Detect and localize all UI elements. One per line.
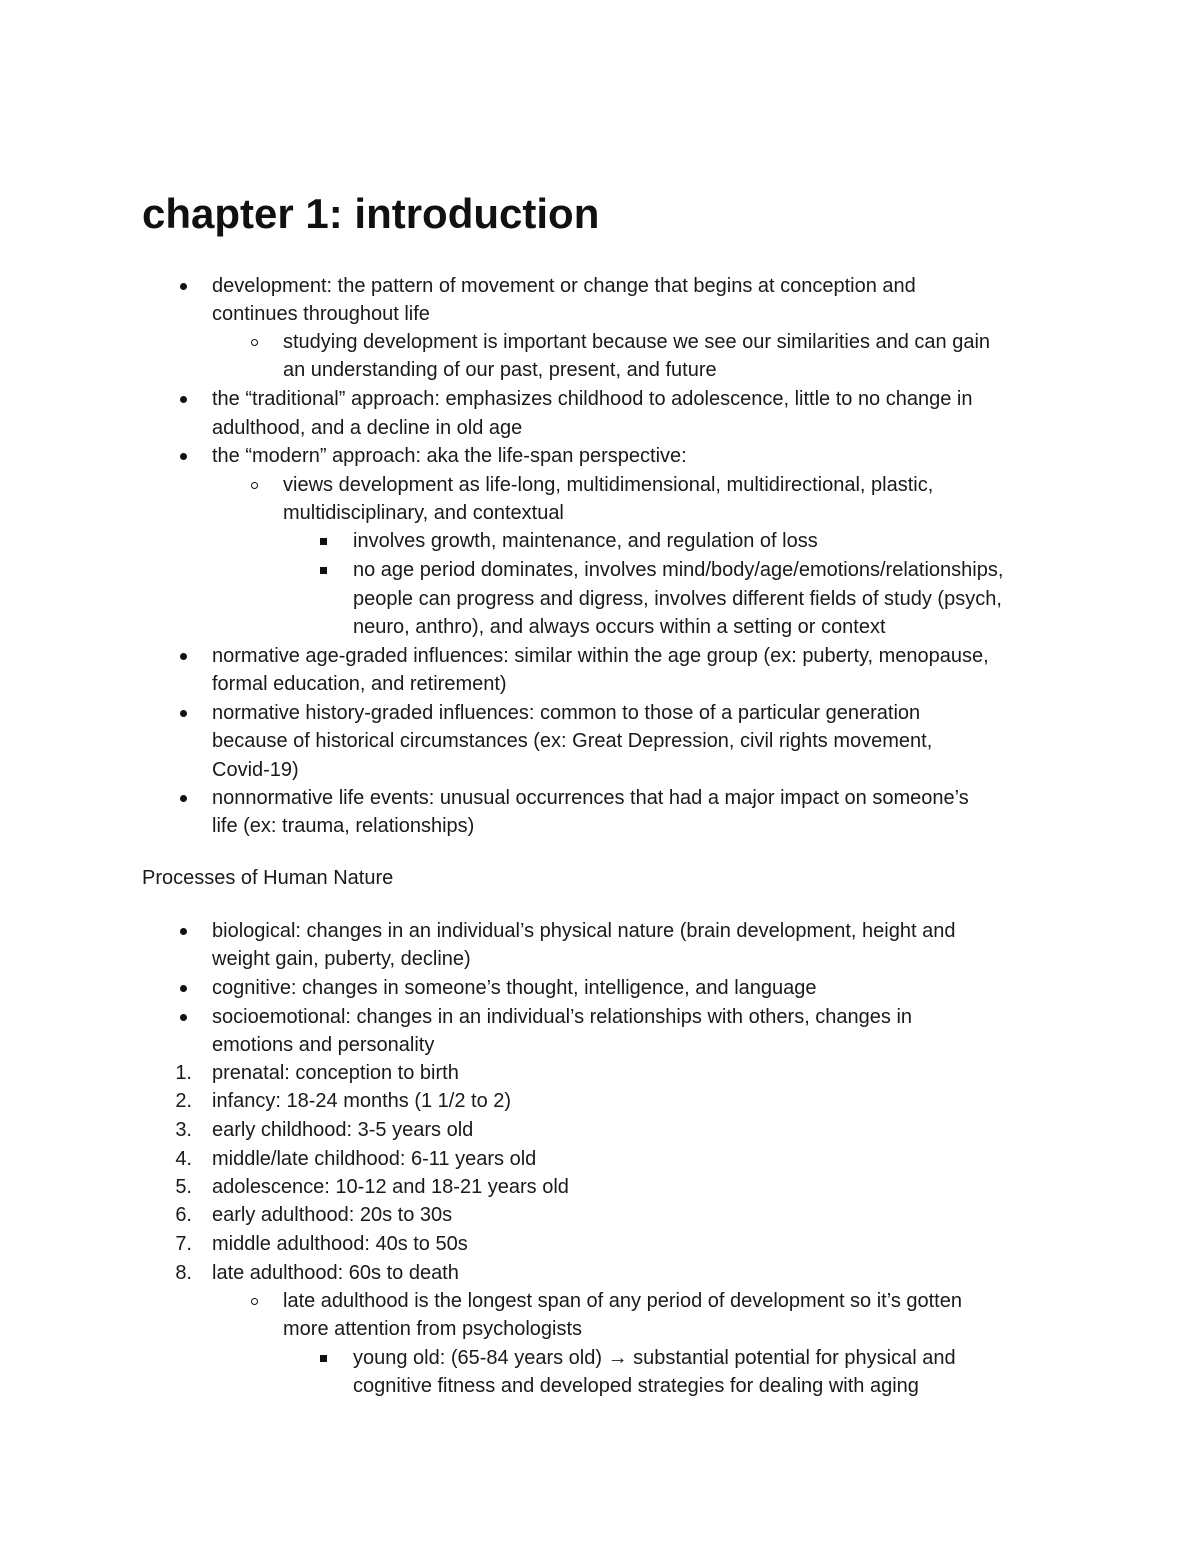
- list-number: 3.: [175, 1119, 192, 1141]
- bullet-circle-icon: [251, 482, 258, 489]
- list-item-line: Covid-19): [212, 759, 299, 781]
- list-number: 4.: [175, 1148, 192, 1170]
- list-item-line: cognitive fitness and developed strategies for dealing with aging: [353, 1375, 919, 1397]
- list-item-line: young old: (65-84 years old) → substantial potential for physical and: [353, 1347, 956, 1369]
- list-item-line: normative age-graded influences: similar within the age group (ex: puberty, menopause,: [212, 645, 989, 667]
- list-number: 1.: [175, 1062, 192, 1084]
- list-item-line: weight gain, puberty, decline): [212, 948, 471, 970]
- list-item-line: infancy: 18-24 months (1 1/2 to 2): [212, 1090, 512, 1112]
- list-item-line: an understanding of our past, present, and future: [283, 359, 717, 381]
- section-heading: Processes of Human Nature: [142, 867, 394, 889]
- list-number: 6.: [175, 1204, 192, 1226]
- list-item-line: no age period dominates, involves mind/body/age/emotions/relationships,: [353, 559, 1004, 581]
- list-item-line: more attention from psychologists: [283, 1318, 583, 1340]
- list-item-line: adolescence: 10-12 and 18-21 years old: [212, 1176, 569, 1198]
- bullet-disc-icon: [180, 985, 187, 992]
- list-number: 8.: [175, 1262, 192, 1284]
- list-item-line: normative history-graded influences: common to those of a particular generation: [212, 702, 921, 724]
- list-item-line: development: the pattern of movement or change that begins at conception and: [212, 275, 916, 297]
- list-item-line: adulthood, and a decline in old age: [212, 417, 523, 439]
- bullet-disc-icon: [180, 795, 187, 802]
- bullet-disc-icon: [180, 283, 187, 290]
- bullet-disc-icon: [180, 453, 187, 460]
- list-item-line: involves growth, maintenance, and regulation of loss: [353, 530, 818, 552]
- bullet-disc-icon: [180, 653, 187, 660]
- list-item-line: late adulthood is the longest span of any period of development so it’s gotten: [283, 1290, 962, 1312]
- bullet-square-icon: [320, 538, 327, 545]
- list-item-line: the “modern” approach: aka the life-span perspective:: [212, 445, 687, 467]
- bullet-disc-icon: [180, 1014, 187, 1021]
- list-item-line: multidisciplinary, and contextual: [283, 502, 564, 524]
- list-number: 7.: [175, 1233, 192, 1255]
- list-item-line: early childhood: 3-5 years old: [212, 1119, 474, 1141]
- list-number: 5.: [175, 1176, 192, 1198]
- bullet-circle-icon: [251, 1298, 258, 1305]
- list-item-line: middle/late childhood: 6-11 years old: [212, 1148, 537, 1170]
- list-item-line: life (ex: trauma, relationships): [212, 815, 475, 837]
- list-item-line: formal education, and retirement): [212, 673, 507, 695]
- list-item-line: early adulthood: 20s to 30s: [212, 1204, 453, 1226]
- list-item-line: neuro, anthro), and always occurs within a setting or context: [353, 616, 886, 638]
- list-item-line: continues throughout life: [212, 303, 430, 325]
- bullet-square-icon: [320, 567, 327, 574]
- bullet-circle-icon: [251, 339, 258, 346]
- list-item-line: nonnormative life events: unusual occurrences that had a major impact on someone’s: [212, 787, 969, 809]
- bullet-square-icon: [320, 1355, 327, 1362]
- bullet-disc-icon: [180, 710, 187, 717]
- list-item-line: socioemotional: changes in an individual’s relationships with others, changes in: [212, 1006, 913, 1028]
- list-item-line: biological: changes in an individual’s physical nature (brain development, height and: [212, 920, 956, 942]
- list-item-line: people can progress and digress, involves different fields of study (psych,: [353, 588, 1002, 610]
- page-title: chapter 1: introduction: [142, 190, 600, 237]
- list-item-line: views development as life-long, multidimensional, multidirectional, plastic,: [283, 474, 934, 496]
- list-item-line: prenatal: conception to birth: [212, 1062, 459, 1084]
- list-item-line: because of historical circumstances (ex: Great Depression, civil rights movement,: [212, 730, 933, 752]
- list-item-line: middle adulthood: 40s to 50s: [212, 1233, 468, 1255]
- bullet-disc-icon: [180, 928, 187, 935]
- bullet-disc-icon: [180, 396, 187, 403]
- list-item-line: studying development is important because we see our similarities and can gain: [283, 331, 991, 353]
- list-item-line: emotions and personality: [212, 1034, 435, 1056]
- list-item-line: the “traditional” approach: emphasizes childhood to adolescence, little to no change in: [212, 388, 973, 410]
- list-number: 2.: [175, 1090, 192, 1112]
- list-item-line: late adulthood: 60s to death: [212, 1262, 459, 1284]
- list-item-line: cognitive: changes in someone’s thought, intelligence, and language: [212, 977, 817, 999]
